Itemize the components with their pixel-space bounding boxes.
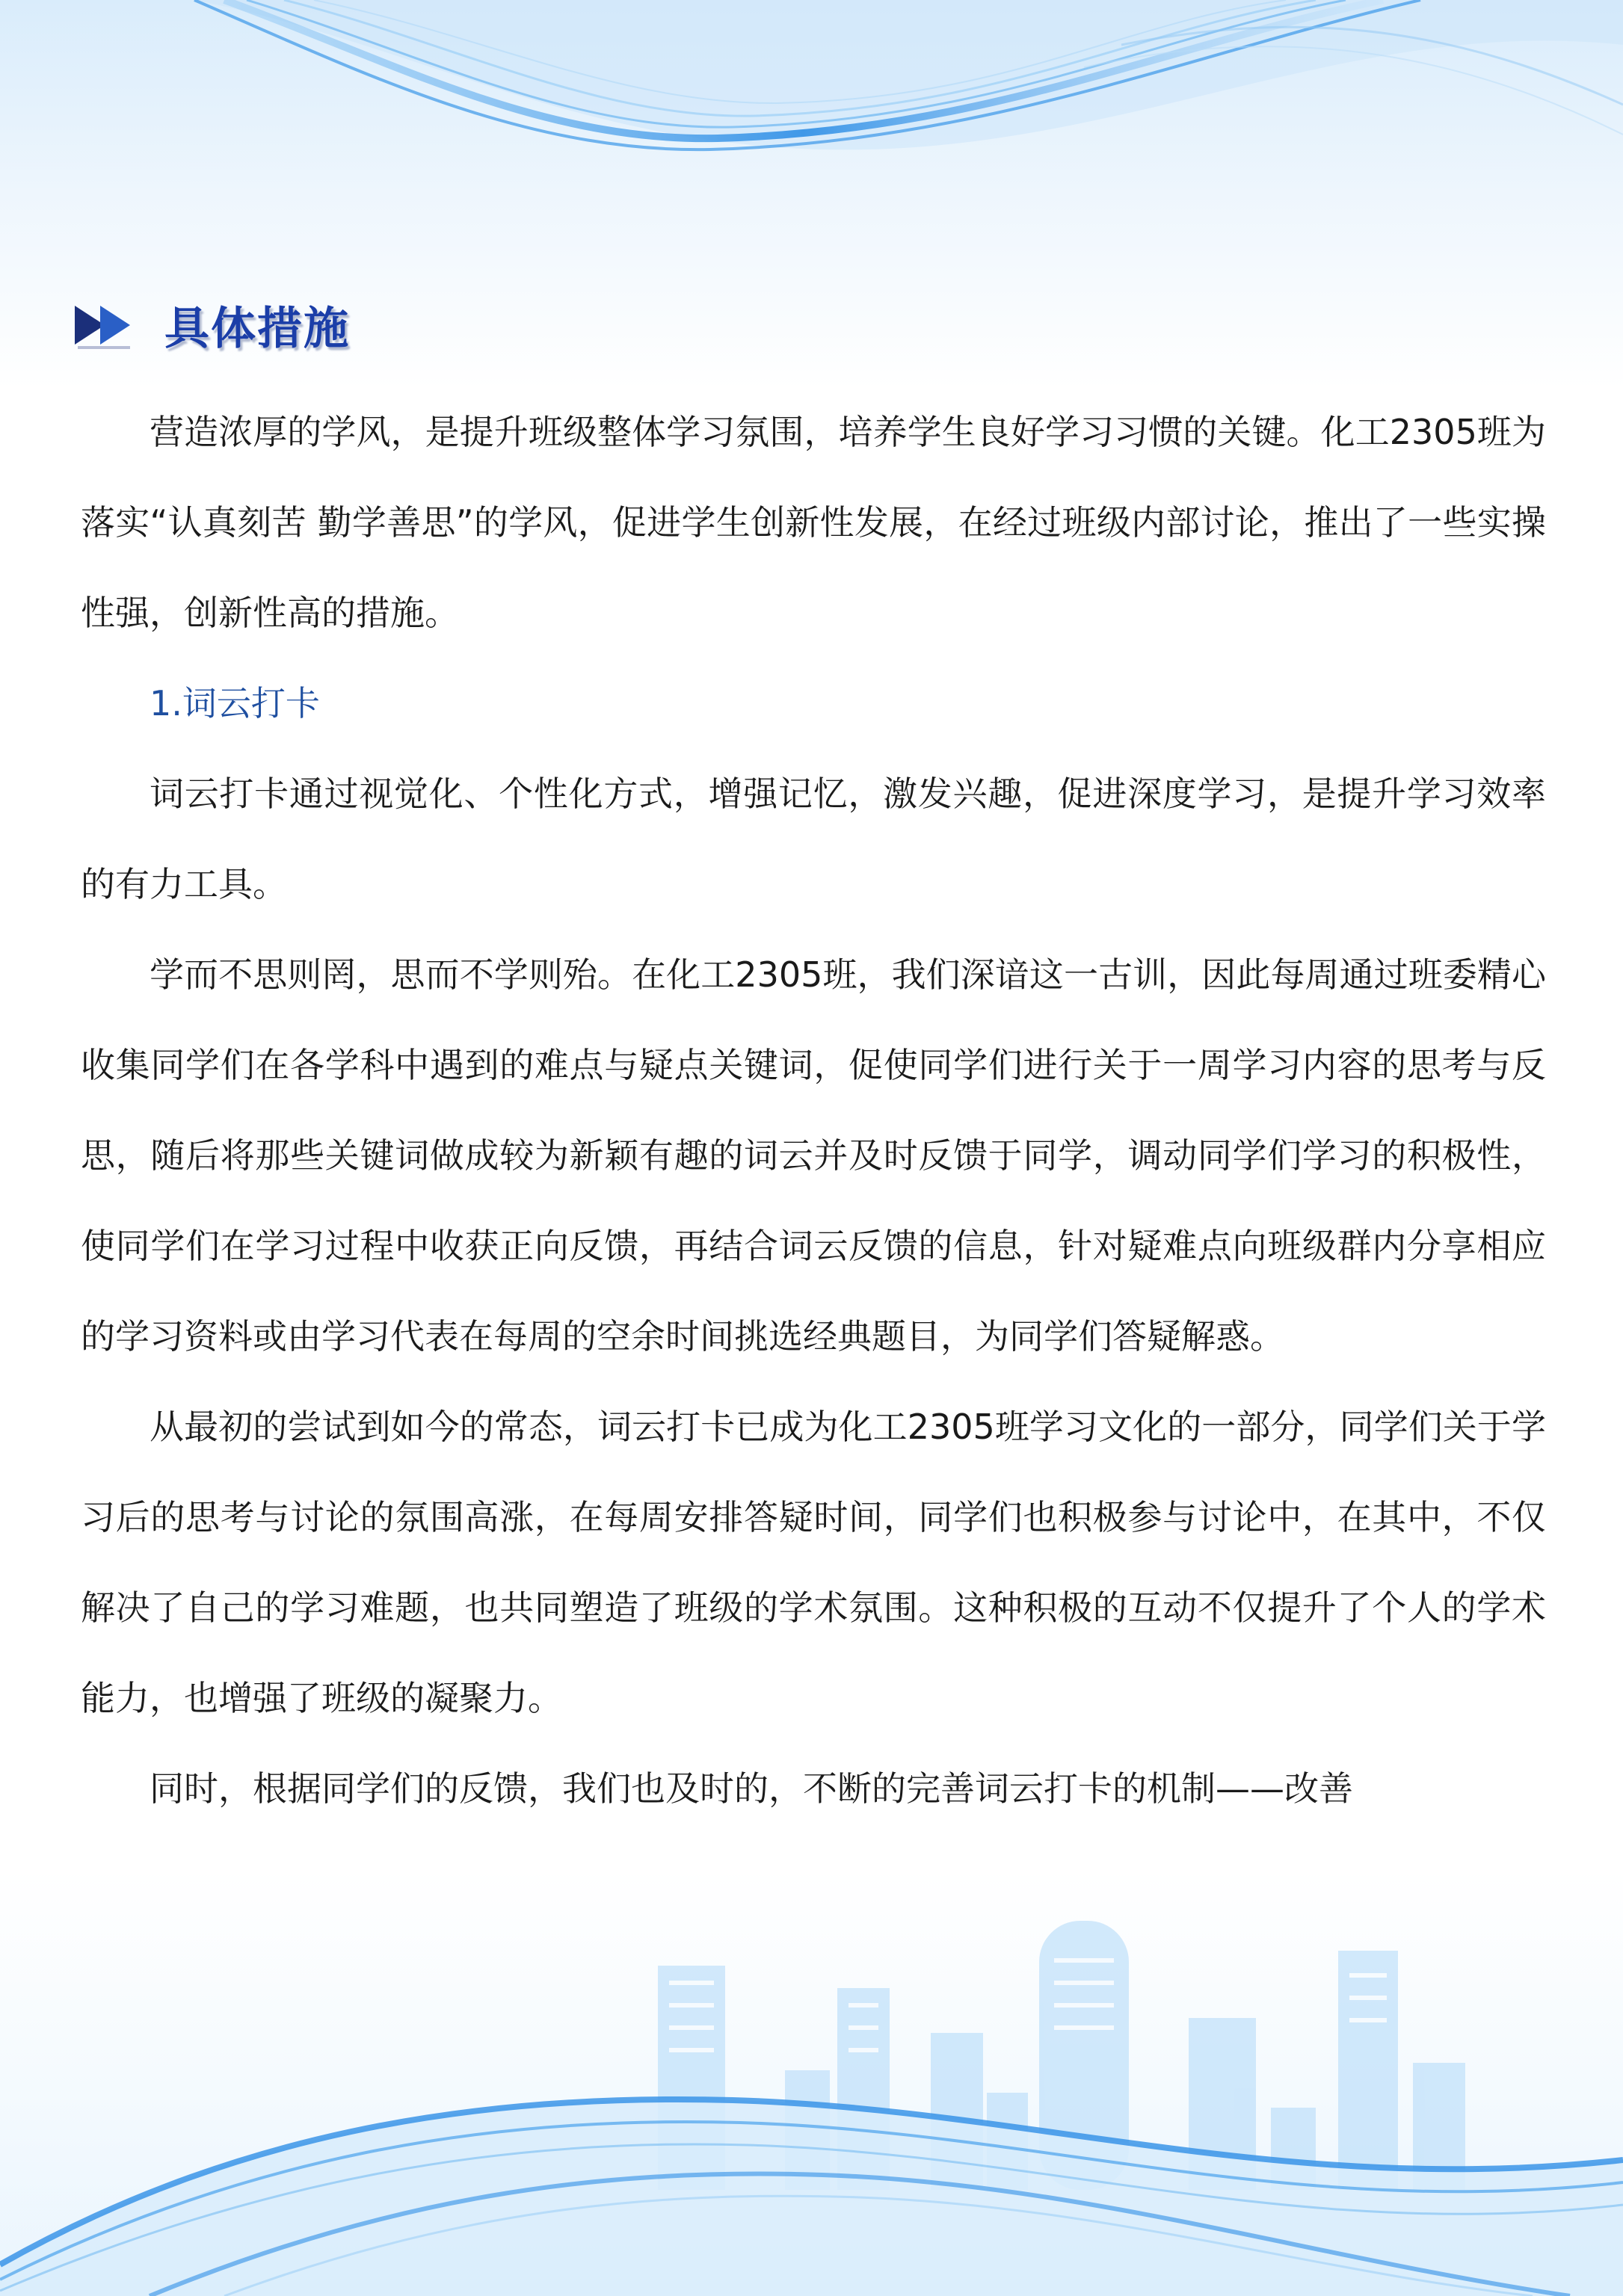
double-play-arrow-icon — [75, 301, 142, 349]
city-skyline — [658, 1921, 1465, 2190]
improvement-paragraph: 同时，根据同学们的反馈，我们也及时的，不断的完善词云打卡的机制——改善 — [150, 1768, 1353, 1809]
top-wave-decoration — [0, 0, 1623, 314]
city-windows — [669, 1958, 1387, 2052]
document-body — [81, 387, 1546, 1834]
word-cloud-definition-paragraph: 词云打卡通过视觉化、个性化方式，增强记忆，激发兴趣，促进深度学习，是提升学习效率的有力工具。 — [81, 774, 1546, 904]
section-heading — [75, 288, 350, 362]
section-title: 具体措施 — [164, 303, 350, 355]
subheading-word-cloud-checkin: 1.词云打卡 — [150, 683, 320, 723]
bottom-city-wave-decoration — [0, 1913, 1623, 2296]
intro-paragraph: 营造浓厚的学风，是提升班级整体学习氛围，培养学生良好学习习惯的关键。化工2305班为落实“认真刻苦 勤学善思”的学风，促进学生创新性发展，在经过班级内部讨论，推出了一些实操性强，创新性高的措施。 — [81, 412, 1546, 633]
word-cloud-outcome-paragraph: 从最初的尝试到如今的常态，词云打卡已成为化工2305班学习文化的一部分，同学们关于学习后的思考与讨论的氛围高涨，在每周安排答疑时间，同学们也积极参与讨论中，在其中，不仅解决了自己的学习难题，也共同塑造了班级的学术氛围。这种积极的互动不仅提升了个人的学术能力，也增强了班级的凝聚力。 — [81, 1407, 1546, 1718]
word-cloud-process-paragraph: 学而不思则罔，思而不学则殆。在化工2305班，我们深谙这一古训，因此每周通过班委精心收集同学们在各学科中遇到的难点与疑点关键词，促使同学们进行关于一周学习内容的思考与反思，随后将那些关键词做成较为新颖有趣的词云并及时反馈于同学，调动同学们学习的积极性，使同学们在学习过程中收获正向反馈，再结合词云反馈的信息，针对疑难点向班级群内分享相应的学习资料或由学习代表在每周的空余时间挑选经典题目，为同学们答疑解惑。 — [81, 954, 1546, 1357]
